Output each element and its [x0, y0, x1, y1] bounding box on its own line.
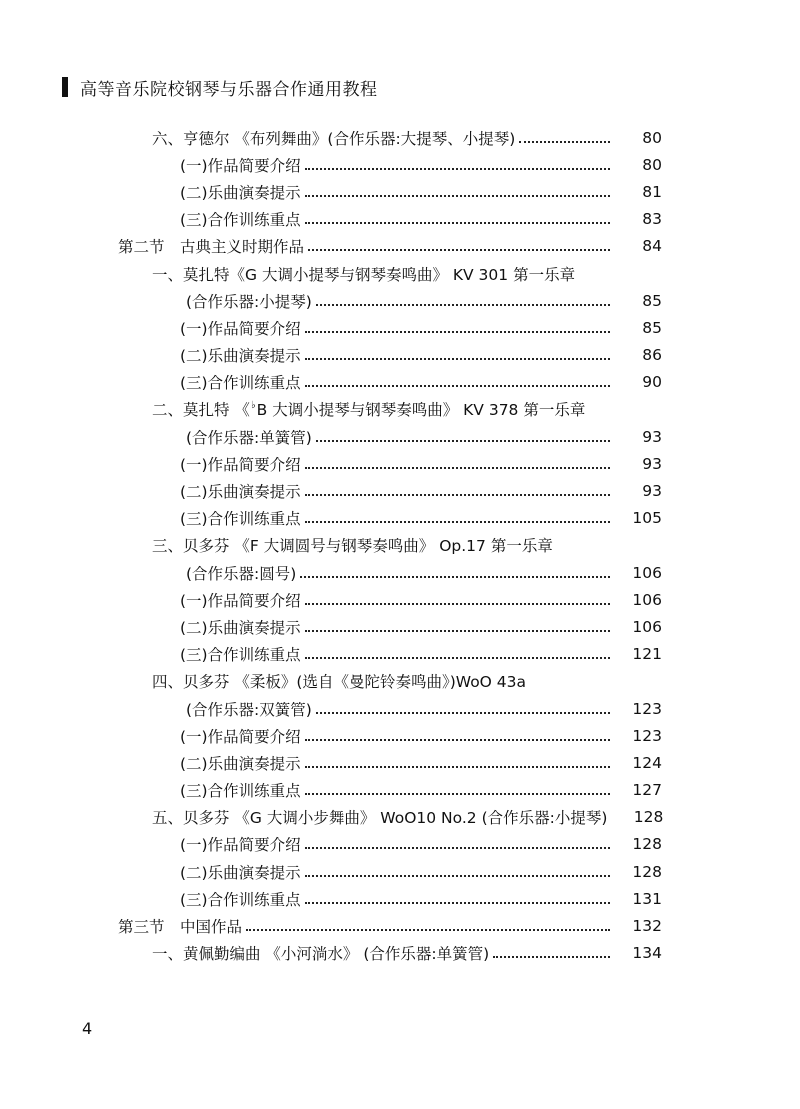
dot-leader [305, 521, 610, 523]
toc-entry[interactable] [0, 505, 800, 532]
toc-entry[interactable] [0, 641, 800, 668]
dot-leader [305, 358, 610, 360]
toc-entry-title: (二)乐曲演奏提示 [180, 754, 301, 773]
toc-page-number: 84 [642, 237, 662, 256]
toc-page-number: 121 [632, 645, 662, 664]
dot-leader [305, 222, 610, 224]
toc-page-number: 80 [642, 155, 662, 174]
toc-entry[interactable] [0, 559, 800, 586]
dot-leader [305, 385, 610, 387]
dot-leader [305, 331, 610, 333]
toc-page-number: 85 [642, 318, 662, 337]
toc-entry-title: (三)合作训练重点 [180, 646, 301, 665]
toc-entry-title: 一、莫扎特《G 大调小提琴与钢琴奏鸣曲》 KV 301 第一乐章 [152, 265, 576, 284]
toc-entry[interactable] [0, 369, 800, 396]
toc-entry-title: (合作乐器:圆号) [186, 564, 297, 583]
toc-entry[interactable] [0, 396, 800, 423]
toc-entry[interactable] [0, 912, 800, 939]
toc-entry[interactable] [0, 532, 800, 559]
toc-entry[interactable] [0, 613, 800, 640]
toc-page-number: 81 [642, 182, 662, 201]
toc-page-number: 131 [632, 889, 662, 908]
toc-entry[interactable] [0, 206, 800, 233]
table-of-contents [0, 124, 800, 967]
dot-leader [305, 630, 610, 632]
toc-entry-title: 六、亨德尔 《布列舞曲》(合作乐器:大提琴、小提琴) [152, 129, 516, 148]
toc-entry-title: (三)合作训练重点 [180, 374, 301, 393]
toc-page-number: 106 [632, 617, 662, 636]
toc-entry[interactable] [0, 477, 800, 504]
toc-page-number: 128 [632, 835, 662, 854]
toc-entry-title: (一)作品简要介绍 [180, 156, 301, 175]
dot-leader [305, 195, 610, 197]
toc-entry-title [152, 398, 585, 420]
toc-entry[interactable] [0, 940, 800, 967]
toc-entry[interactable] [0, 450, 800, 477]
toc-entry-title: 第三节 中国作品 [118, 918, 243, 937]
toc-page-number: 127 [632, 781, 662, 800]
toc-entry-title: (合作乐器:双簧管) [186, 700, 312, 719]
toc-page-number: 123 [632, 699, 662, 718]
toc-page-number: 93 [642, 482, 662, 501]
dot-leader [308, 249, 610, 251]
toc-page-number: 93 [642, 427, 662, 446]
toc-entry-title: 五、贝多芬 《G 大调小步舞曲》 WoO10 No.2 (合作乐器:小提琴) [152, 809, 608, 828]
toc-entry-title: 三、贝多芬 《F 大调圆号与钢琴奏鸣曲》 Op.17 第一乐章 [152, 537, 553, 556]
toc-entry-title-prefix: 二、莫扎特 《 [152, 401, 250, 420]
toc-entry[interactable] [0, 260, 800, 287]
toc-page-number: 134 [632, 944, 662, 963]
dot-leader [316, 440, 610, 442]
toc-page-number: 83 [642, 210, 662, 229]
toc-entry[interactable] [0, 342, 800, 369]
toc-entry-title: (一)作品简要介绍 [180, 455, 301, 474]
toc-entry-title: (三)合作训练重点 [180, 890, 301, 909]
dot-leader [305, 494, 610, 496]
toc-entry[interactable] [0, 858, 800, 885]
toc-entry[interactable] [0, 885, 800, 912]
toc-entry-title: (二)乐曲演奏提示 [180, 347, 301, 366]
toc-entry-title: (一)作品简要介绍 [180, 727, 301, 746]
toc-page-number: 86 [642, 346, 662, 365]
dot-leader [519, 141, 610, 143]
flat-sign: ♭ [250, 400, 256, 412]
dot-leader [246, 929, 610, 931]
toc-entry-title: (二)乐曲演奏提示 [180, 183, 301, 202]
toc-entry-title: (三)合作训练重点 [180, 211, 301, 230]
page-number: 4 [82, 1019, 93, 1038]
toc-entry[interactable] [0, 722, 800, 749]
dot-leader [305, 902, 610, 904]
toc-entry[interactable] [0, 178, 800, 205]
toc-page-number: 85 [642, 291, 662, 310]
toc-page-number: 128 [633, 808, 664, 827]
toc-entry[interactable] [0, 287, 800, 314]
toc-entry[interactable] [0, 749, 800, 776]
toc-page-number: 124 [632, 753, 662, 772]
toc-page-number: 93 [642, 454, 662, 473]
toc-page-number: 90 [642, 373, 662, 392]
toc-entry-title: 一、黄佩勤编曲 《小河淌水》 (合作乐器:单簧管) [152, 945, 490, 964]
dot-leader [305, 467, 610, 469]
dot-leader [305, 603, 610, 605]
toc-entry-title: (三)合作训练重点 [180, 782, 301, 801]
toc-page-number: 128 [632, 862, 662, 881]
dot-leader [305, 793, 610, 795]
dot-leader [305, 875, 610, 877]
dot-leader [316, 712, 610, 714]
toc-page-number: 106 [632, 563, 662, 582]
toc-entry-title: 四、贝多芬 《柔板》(选自《曼陀铃奏鸣曲》)WoO 43a [152, 673, 527, 692]
dot-leader [305, 766, 610, 768]
toc-entry-title: (一)作品简要介绍 [180, 836, 301, 855]
dot-leader [493, 956, 610, 958]
toc-entry[interactable] [0, 124, 800, 151]
toc-entry-title-rest: B 大调小提琴与钢琴奏鸣曲》 KV 378 第一乐章 [256, 401, 586, 420]
dot-leader [305, 168, 610, 170]
dot-leader [316, 304, 610, 306]
toc-entry-title: (合作乐器:小提琴) [186, 292, 312, 311]
toc-entry[interactable] [0, 314, 800, 341]
toc-page-number: 106 [632, 590, 662, 609]
dot-leader [305, 739, 610, 741]
toc-page-number: 123 [632, 726, 662, 745]
toc-entry-title: 第二节 古典主义时期作品 [118, 238, 305, 257]
toc-entry[interactable] [0, 233, 800, 260]
toc-entry-title: (二)乐曲演奏提示 [180, 483, 301, 502]
toc-page-number: 80 [642, 128, 662, 147]
toc-entry-title: (一)作品简要介绍 [180, 319, 301, 338]
toc-entry[interactable] [0, 423, 800, 450]
header-bar-mark [62, 77, 68, 97]
toc-entry[interactable] [0, 695, 800, 722]
toc-entry-title: (二)乐曲演奏提示 [180, 863, 301, 882]
toc-entry[interactable] [0, 668, 800, 695]
toc-entry-title: (三)合作训练重点 [180, 510, 301, 529]
running-header [62, 76, 378, 98]
toc-page-number: 105 [632, 509, 662, 528]
toc-entry[interactable] [0, 804, 800, 831]
dot-leader [305, 657, 610, 659]
dot-leader [305, 847, 610, 849]
toc-page-number: 132 [632, 917, 662, 936]
toc-entry-title: (一)作品简要介绍 [180, 591, 301, 610]
toc-entry[interactable] [0, 777, 800, 804]
toc-entry[interactable] [0, 586, 800, 613]
toc-entry-title: (二)乐曲演奏提示 [180, 618, 301, 637]
dot-leader [300, 576, 610, 578]
toc-entry-title: (合作乐器:单簧管) [186, 428, 312, 447]
toc-entry[interactable] [0, 151, 800, 178]
toc-entry[interactable] [0, 831, 800, 858]
book-title: 高等音乐院校钢琴与乐器合作通用教程 [80, 79, 378, 100]
